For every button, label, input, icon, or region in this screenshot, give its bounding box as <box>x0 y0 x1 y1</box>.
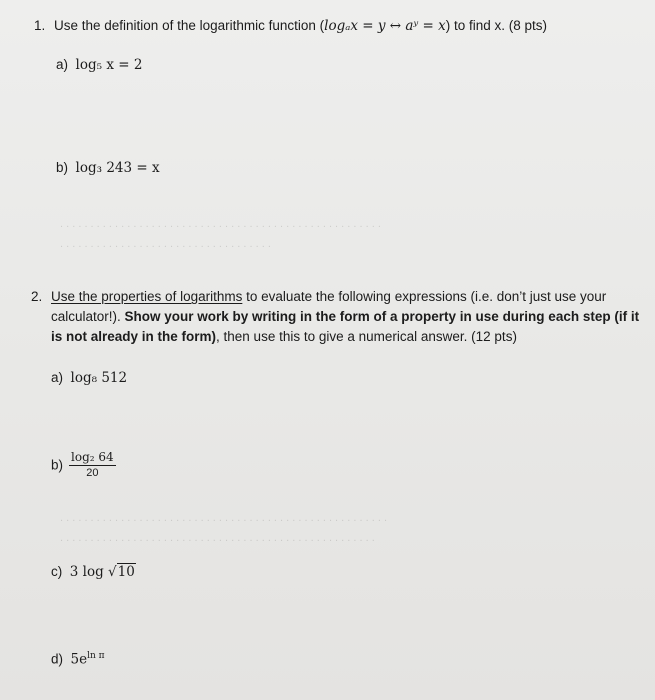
question-2b <box>51 450 116 480</box>
question-text: calculator!). <box>51 309 125 324</box>
exponent: ln π <box>87 651 105 661</box>
log-definition: logₐx = y ↔ aʸ = x <box>324 18 446 34</box>
question-2a <box>51 369 127 387</box>
question-text: ) to find x. (8 pts) <box>445 18 547 33</box>
question-number: 1. <box>34 18 46 33</box>
part-label: d) <box>51 651 64 667</box>
properties-link-text: Use the properties of logarithms <box>51 289 243 304</box>
bleed-through-text: . . . . . . . . . . . . . . . . . . . . . . . . . . . . . . . . . . . . . . . . . . . . . . . . . . . . . . <box>60 512 388 524</box>
math-expression: log₈ 512 <box>70 370 128 386</box>
question-bold-text: is not already in the form) <box>51 329 217 344</box>
part-label: b) <box>56 160 69 175</box>
fraction-denominator: 20 <box>86 467 99 480</box>
question-2d <box>51 648 105 669</box>
bleed-through-text: . . . . . . . . . . . . . . . . . . . . . . . . . . . . . . . . . . . . . . . . . . . . . . . . . . . . <box>60 532 375 544</box>
radical-sign: √ <box>108 564 117 580</box>
math-expression: 3 log <box>69 564 109 580</box>
math-expression: log₅ x = 2 <box>75 57 143 73</box>
question-1-prompt <box>34 17 547 35</box>
question-1b <box>56 159 160 177</box>
question-2-line-1 <box>31 288 606 305</box>
part-label: a) <box>56 57 69 72</box>
question-text: to evaluate the following expressions (i.e. don’t just use your <box>242 289 607 304</box>
part-label: c) <box>51 564 63 579</box>
bleed-through-text: . . . . . . . . . . . . . . . . . . . . . . . . . . . . . . . . . . . <box>60 238 271 250</box>
question-2-line-2 <box>51 308 639 325</box>
math-expression: 5e <box>70 651 88 668</box>
part-label: b) <box>51 457 64 473</box>
bleed-through-text: . . . . . . . . . . . . . . . . . . . . . . . . . . . . . . . . . . . . . . . . . . . . . . . . . . . . . <box>60 218 381 230</box>
question-bold-text: Show your work by writing in the form of a property in use during each step (if it <box>124 309 640 324</box>
math-expression: log₃ 243 = x <box>75 160 160 176</box>
question-2c <box>51 563 136 581</box>
question-2-line-3 <box>51 328 517 345</box>
fraction-numerator: log₂ 64 <box>71 450 114 465</box>
question-text: Use the definition of the logarithmic function ( <box>54 18 325 33</box>
radicand: 10 <box>117 564 135 580</box>
question-text: , then use this to give a numerical answer. (12 pts) <box>216 329 517 344</box>
part-label: a) <box>51 370 64 385</box>
question-1a <box>56 56 142 74</box>
fraction <box>69 450 116 480</box>
question-number: 2. <box>31 289 43 304</box>
